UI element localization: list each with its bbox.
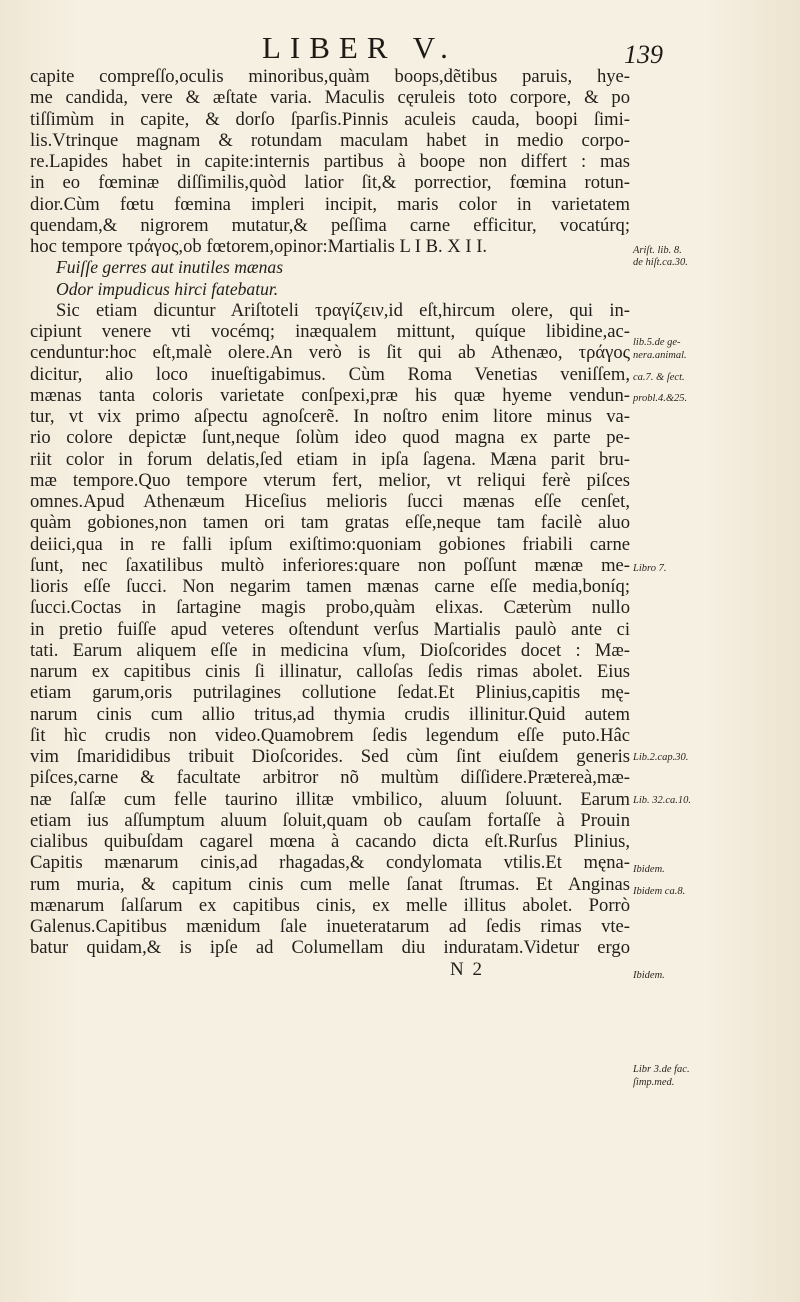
text-line: Galenus.Capitibus mænidum ſale inueteratarum ad ſedis rimas vte- xyxy=(30,916,630,937)
text-line: quendam,& nigrorem mutatur,& peſſima carne efficitur, vocatúrq; xyxy=(30,214,630,236)
text-line: næ ſalſæ cum felle taurino illitæ vmbilico, aluum ſoluunt. Earum xyxy=(30,788,630,810)
margin-note: ca.7. & ſect. xyxy=(633,372,685,383)
page-title: LIBER V. xyxy=(262,30,457,65)
margin-note: ſimp.med. xyxy=(633,1077,675,1088)
text-line: re.Lapides habet in capite:internis partibus à boope non differt : mas xyxy=(30,151,630,172)
text-line: ſit hìc crudis non video.Quamobrem ſedis legendum eſſe puto.Hâc xyxy=(30,724,630,746)
margin-note: de hiſt.ca.30. xyxy=(633,257,688,268)
margin-note: Libr 3.de fac. xyxy=(633,1064,690,1075)
signature-mark: N 2 xyxy=(450,958,484,980)
verse-line: Fuiſſe gerres aut inutiles mænas xyxy=(56,257,284,278)
margin-note: Ibidem ca.8. xyxy=(633,886,686,897)
margin-note: Ibidem. xyxy=(633,864,665,875)
text-line: mæ tempore.Quo tempore vterum fert, melior, vt reliqui ferè piſces xyxy=(30,469,630,491)
text-line: piſces,carne & facultate arbitror nõ multùm diſſidere.Prætereà,mæ- xyxy=(30,767,630,789)
text-line: vim ſmarididibus tribuit Dioſcorides. Sed cùm ſint eiuſdem generis xyxy=(30,746,630,767)
text-line: ſucci.Coctas in ſartagine magis probo,quàm elixas. Cæterùm nullo xyxy=(30,597,630,619)
text-line: cenduntur:hoc eſt,malè olere.An verò is ſit qui ab Athenæo, τράγος xyxy=(30,342,630,364)
margin-note: Ariſt. lib. 8. xyxy=(633,245,682,256)
running-head xyxy=(0,30,800,70)
margin-note: lib.5.de ge- xyxy=(633,337,681,348)
margin-note: probl.4.&25. xyxy=(633,393,688,404)
text-line: hoc tempore τράγος,ob fœtorem,opinor:Martialis L I B. X I I. xyxy=(30,236,488,257)
text-line: cipiunt venere vti vocémq; inæqualem mittunt, quíque libidine,ac- xyxy=(30,321,630,342)
text-line: riit color in forum delatis,ſed etiam in ipſa ſagena. Mæna parit bru- xyxy=(30,448,630,470)
main-text xyxy=(30,66,630,980)
text-line: narum cinis cum allio tritus,ad thymia crudis illinitur.Quid autem xyxy=(30,703,630,725)
text-line: dior.Cùm fœtu fœmina impleri incipit, maris color in varietatem xyxy=(30,193,630,215)
text-line: mænas tanta coloris varietate conſpexi,præ his quæ hyeme vendun- xyxy=(30,384,630,406)
text-line: capite compreſſo,oculis minoribus,quàm boops,dẽtibus paruis, hye- xyxy=(30,66,630,87)
text-line: me candida, vere & æſtate varia. Maculis cęruleis toto corpore, & po xyxy=(30,87,630,109)
text-line: lis.Vtrinque magnam & rotundam maculam habet in medio corpo- xyxy=(30,129,630,151)
text-line: cialibus quibuſdam cagarel mœna à cacando dicta eſt.Rurſus Plinius, xyxy=(30,831,630,852)
page-number: 139 xyxy=(624,40,663,69)
text-line: in eo fœminæ diſſimilis,quòd latior ſit,& porrectior, fœmina rotun- xyxy=(30,172,630,194)
text-line: dicitur, alio loco inueſtigabimus. Cùm Roma Venetias veniſſem, xyxy=(30,363,630,385)
text-line: tati. Earum aliquem eſſe in medicina vſum, Dioſcorides docet : Mæ- xyxy=(30,639,630,661)
text-line: etiam ius aſſumptum aluum ſoluit,quam ob cauſam fortaſſe à Prouin xyxy=(30,809,630,831)
margin-note: Ibidem. xyxy=(633,970,665,981)
text-line: etiam garum,oris putrilagines collutione ſedat.Et Plinius,capitis mę- xyxy=(30,682,630,704)
text-line: mænarum ſalſarum ex capitibus cinis, ex melle illitus abolet. Porrò xyxy=(30,894,630,916)
margin-note: Lib.2.cap.30. xyxy=(633,752,689,763)
text-line: deiici,qua in re falli ipſum exiſtimo:quoniam gobiones friabili carne xyxy=(30,533,630,555)
verse-line: Odor impudicus hirci fatebatur. xyxy=(56,278,279,299)
text-line: tur, vt vix primo aſpectu agnoſcerẽ. In noſtro enim litore minus va- xyxy=(30,406,630,427)
margin-note: Lib. 32.ca.10. xyxy=(633,795,692,806)
margin-note: Libro 7. xyxy=(633,563,667,574)
text-line: narum ex capitibus cinis ſi illinatur, calloſas ſedis rimas abolet. Eius xyxy=(30,661,630,682)
text-line: Capitis mænarum cinis,ad rhagadas,& condylomata vtilis.Et męna- xyxy=(30,852,630,874)
text-line: lioris eſſe ſucci. Non negarim tamen mænas carne eſſe media,boníq; xyxy=(30,576,630,597)
text-line: Sic etiam dicuntur Ariſtoteli τραγίζειν,id eſt,hircum olere, qui in- xyxy=(56,299,630,321)
text-line: omnes.Apud Athenæum Hiceſius melioris ſucci mænas eſſe cenſet, xyxy=(30,491,630,512)
text-line: batur quidam,& is ipſe ad Columellam diu induratam.Videtur ergo xyxy=(30,937,630,959)
text-line: rio colore depictæ ſunt,neque ſolùm ideo quod magna ex parte pe- xyxy=(30,427,630,449)
text-line: in pretio fuiſſe apud veteres oſtendunt verſus Martialis paulò ante ci xyxy=(30,618,630,640)
text-line: quàm gobiones,non tamen ori tam gratas eſſe,neque tam facilè aluo xyxy=(30,512,630,534)
text-line: tiſſimùm in capite, & dorſo ſparſis.Pinnis aculeis cauda, boopi ſimi- xyxy=(30,108,630,130)
text-line: rum muria, & capitum cinis cum melle ſanat ſtrumas. Et Anginas xyxy=(30,873,630,895)
margin-note: nera.animal. xyxy=(633,350,687,361)
text-line: ſunt, nec ſaxatilibus multò inferiores:quare non poſſunt mænæ me- xyxy=(30,554,630,576)
